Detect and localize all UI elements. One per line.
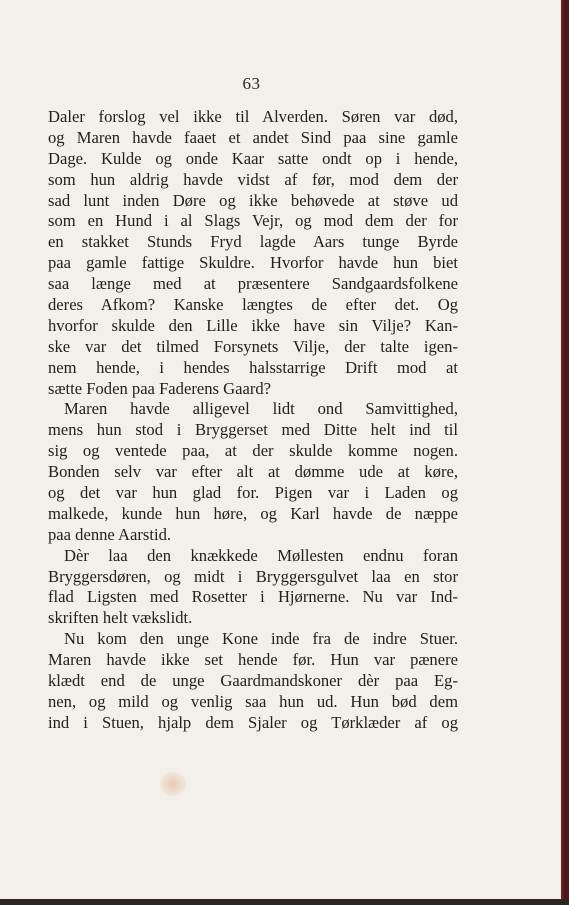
text-line: klædt end de unge Gaardmandskoner dèr paa Eg- <box>48 671 458 691</box>
text-line: malkede, kunde hun høre, og Karl havde de næppe <box>48 503 458 523</box>
text-line: Daler forslog vel ikke til Alverden. Søren var død, <box>48 107 458 126</box>
text-line: Dèr laa den knækkede Møllesten endnu foran <box>64 545 458 565</box>
text-line: ske var det tilmed Forsynets Vilje, der talte igen- <box>48 336 458 356</box>
book-cover-edge <box>561 0 569 905</box>
text-line: deres Afkom? Kanske længtes de efter det. Og <box>48 295 458 315</box>
text-line: Nu kom den unge Kone inde fra de indre Stuer. <box>64 629 458 649</box>
text-line: som hun aldrig havde vidst af før, mod dem der <box>48 169 458 189</box>
text-line: sætte Foden paa Faderens Gaard? <box>48 378 272 398</box>
body-text <box>48 107 458 734</box>
text-line: Dage. Kulde og onde Kaar satte ondt op i hende, <box>48 148 458 168</box>
text-line: saa længe med at præsentere Sandgaardsfolkene <box>48 274 458 294</box>
text-line: Maren havde ikke set hende før. Hun var pænere <box>48 650 458 670</box>
paper-stain <box>160 772 186 796</box>
scan-border <box>0 899 569 905</box>
text-line: en stakket Stunds Fryd lagde Aars tunge Byrde <box>48 232 458 252</box>
text-line: Maren havde alligevel lidt ond Samvittighed, <box>64 399 458 419</box>
text-line: mens hun stod i Bryggerset med Ditte helt ind til <box>48 420 458 440</box>
text-line: og Maren havde faaet et andet Sind paa sine gamle <box>48 127 458 147</box>
text-line: skriften helt vækslidt. <box>48 608 193 628</box>
text-line: sig og ventede paa, at der skulde komme nogen. <box>48 441 458 461</box>
text-line: Bonden selv var efter alt at dømme ude at køre, <box>48 462 458 482</box>
text-line: sad lunt inden Døre og ikke behøvede at støve ud <box>48 190 458 210</box>
text-line: paa denne Aarstid. <box>48 524 172 544</box>
text-line: flad Ligsten med Rosetter i Hjørnerne. Nu var Ind- <box>48 587 458 607</box>
page-number: 63 <box>242 74 261 93</box>
text-line: paa gamle fattige Skuldre. Hvorfor havde hun biet <box>48 253 458 273</box>
text-line: hvorfor skulde den Lille ikke have sin Vilje? Kan- <box>48 315 458 335</box>
text-line: som en Hund i al Slags Vejr, og mod dem der for <box>48 211 458 231</box>
text-line: Bryggersdøren, og midt i Bryggersgulvet laa en stor <box>48 566 458 586</box>
text-line: nen, og mild og venlig saa hun ud. Hun bød dem <box>48 691 458 711</box>
text-line: nem hende, i hendes halsstarrige Drift mod at <box>48 357 458 377</box>
text-line: og det var hun glad for. Pigen var i Laden og <box>48 483 458 503</box>
text-line: ind i Stuen, hjalp dem Sjaler og Tørklæder af og <box>48 712 458 732</box>
